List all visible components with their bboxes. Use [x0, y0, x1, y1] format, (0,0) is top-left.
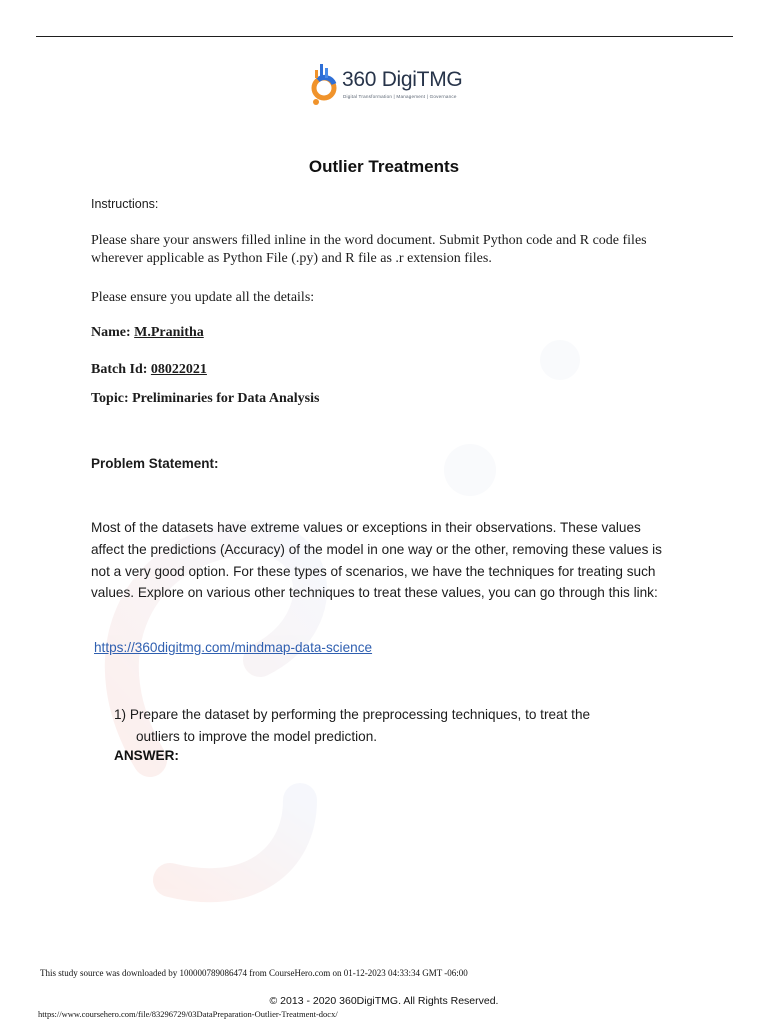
batch-value: 08022021	[150, 362, 207, 377]
copyright: © 2013 - 2020 360DigiTMG. All Rights Reserved.	[269, 995, 499, 1007]
top-divider	[36, 36, 733, 37]
problem-heading: Problem Statement:	[91, 456, 219, 471]
name-label: Name:	[91, 325, 131, 340]
logo-wordmark: 360 DigiTMG	[342, 68, 463, 91]
name-field	[91, 324, 204, 342]
update-note: Please ensure you update all the details:	[91, 290, 315, 305]
download-note: This study source was downloaded by 100000789086474 from CourseHero.com on 01-12-2023 04:33:34 GMT -06:00	[40, 968, 468, 978]
logo-mark-icon	[306, 58, 342, 114]
instructions-text: Please share your answers filled inline in the word document. Submit Python code and R code files wherever applicable as Python File (.py) and R file as .r extension files.	[91, 233, 647, 266]
name-value: M.Pranitha	[134, 325, 204, 340]
question-1-line-2: outliers to improve the model prediction.	[136, 728, 378, 744]
question-1-line-1: 1) Prepare the dataset by performing the preprocessing techniques, to treat the	[114, 707, 591, 722]
source-url[interactable]: https://www.coursehero.com/file/83296729/03DataPreparation-Outlier-Treatment-docx/	[38, 1009, 338, 1019]
topic-line: Topic: Preliminaries for Data Analysis	[91, 391, 320, 406]
logo-tagline: Digital Transformation | Management | Governance	[343, 94, 457, 99]
mindmap-link[interactable]: https://360digitmg.com/mindmap-data-science	[94, 640, 373, 655]
company-logo	[306, 58, 476, 114]
batch-field	[91, 361, 207, 379]
problem-text: Most of the datasets have extreme values or exceptions in their observations. These values affect the predictions (Accuracy) of the model in one way or the other, removing these values is not a very good option. For these types of scenarios, we have the techniques for treating such values. Explore on various other techniques to treat these values, you can go through this link:	[91, 520, 662, 601]
question-1	[114, 704, 674, 747]
instructions-label: Instructions:	[91, 197, 159, 211]
batch-label: Batch Id:	[91, 362, 148, 377]
answer-label: ANSWER:	[114, 748, 179, 763]
document-title: Outlier Treatments	[308, 157, 460, 176]
